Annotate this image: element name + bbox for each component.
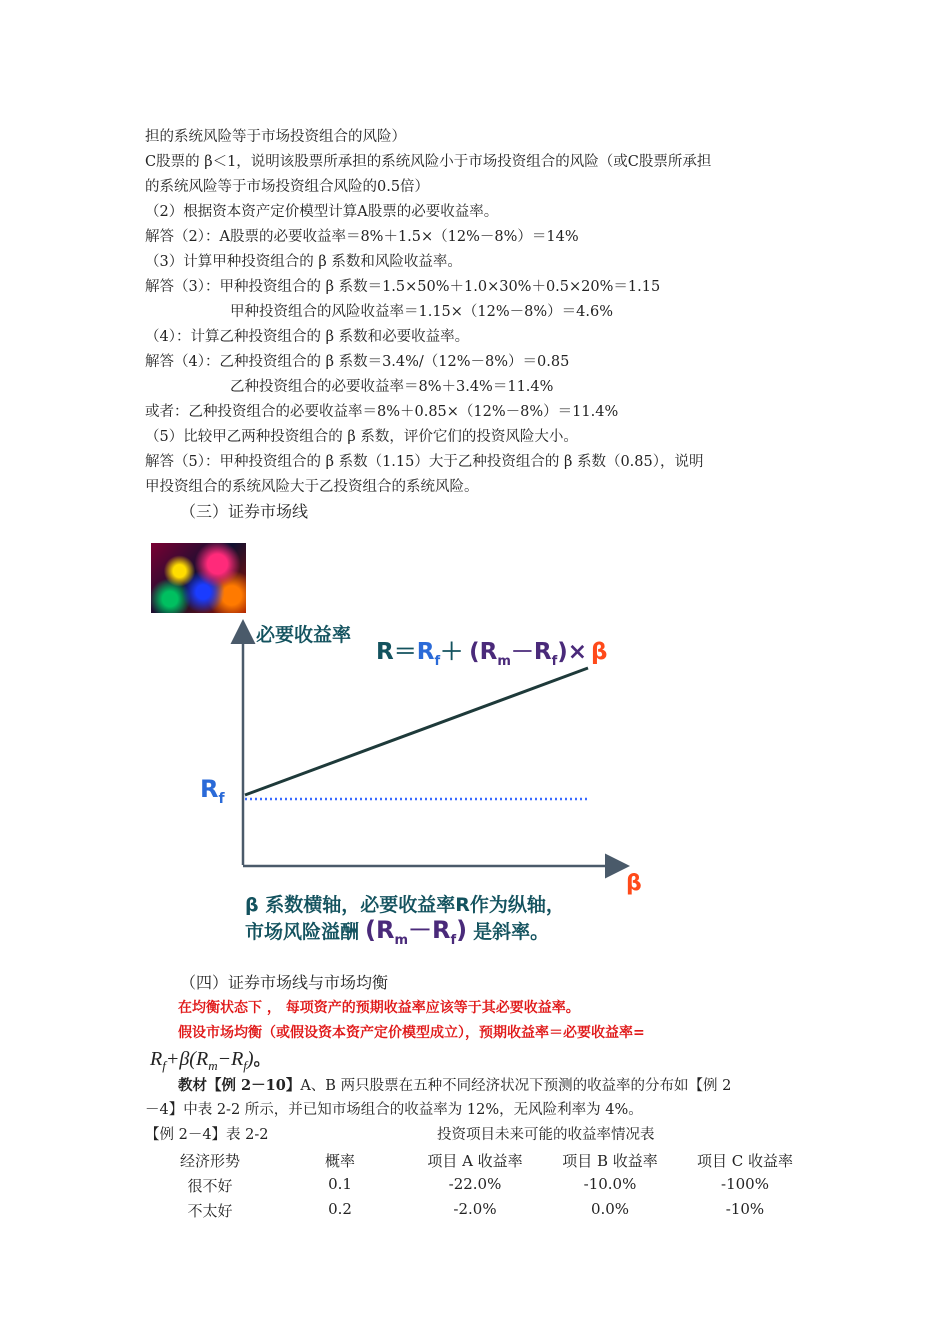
chart-caption-line1: β 系数横轴，必要收益率R作为纵轴， xyxy=(245,894,565,916)
table-cell: -100% xyxy=(721,1175,769,1193)
section-heading-4: （四）证券市场线与市场均衡 xyxy=(180,973,389,992)
table-header: 经济形势 xyxy=(179,1152,240,1170)
table-cell: 很不好 xyxy=(187,1177,233,1195)
chart-svg xyxy=(190,615,650,955)
x-axis-label: β xyxy=(626,871,642,896)
table-header: 项目 C 收益率 xyxy=(696,1152,793,1170)
text-line: （2）根据资本资产定价模型计算A股票的必要收益率。 xyxy=(145,204,499,220)
security-market-line xyxy=(245,668,588,795)
text-line: （3）计算甲种投资组合的 β 系数和风险收益率。 xyxy=(145,254,462,270)
capm-formula: $R_f+\beta(R_m-R_f)$。 xyxy=(150,1048,271,1073)
text-line: 甲种投资组合的风险收益率＝1.15×（12%－8%）＝4.6% xyxy=(230,304,614,320)
text-line: 或者：乙种投资组合的必要收益率＝8%＋0.85×（12%－8%）＝11.4% xyxy=(145,404,619,420)
text-line: 解答（3）：甲种投资组合的 β 系数＝1.5×50%＋1.0×30%＋0.5×20%＝1.15 xyxy=(145,279,661,295)
table-ref: 【例 2－4】表 2-2 xyxy=(145,1127,269,1143)
security-market-line-chart xyxy=(190,615,650,955)
risk-free-label: $R_f$ xyxy=(200,775,225,807)
text-line: （5）比较甲乙两种投资组合的 β 系数，评价它们的投资风险大小。 xyxy=(145,429,578,445)
equilibrium-assumption: 假设市场均衡（或假设资本资产定价模型成立），预期收益率＝必要收益率= xyxy=(178,1025,645,1041)
text-line: 解答（2）：A股票的必要收益率＝8%＋1.5×（12%－8%）＝14% xyxy=(145,229,579,245)
example-line1: 教材【例 2－10】A、B 两只股票在五种不同经济状况下预测的收益率的分布如【例 2 xyxy=(178,1077,732,1094)
equation: $R=R_f+ (R_m-R_f)\times \beta$ xyxy=(376,639,608,669)
text-line: 甲投资组合的系统风险大于乙投资组合的系统风险。 xyxy=(145,479,479,495)
y-axis-label: 必要收益率 xyxy=(256,624,352,646)
table-header: 概率 xyxy=(324,1152,355,1170)
decorative-image xyxy=(151,543,246,613)
table-cell: 不太好 xyxy=(187,1202,233,1220)
text-line: 乙种投资组合的必要收益率＝8%＋3.4%＝11.4% xyxy=(230,379,554,395)
text-line: 担的系统风险等于市场投资组合的风险） xyxy=(145,129,406,145)
text-line: 的系统风险等于市场投资组合风险的0.5倍） xyxy=(145,179,430,195)
text-line: 解答（4）：乙种投资组合的 β 系数＝3.4%/（12%－8%）＝0.85 xyxy=(145,354,570,370)
text-line: C股票的 β＜1，说明该股票所承担的系统风险小于市场投资组合的风险（或C股票所承担 xyxy=(145,154,712,170)
table-cell: 0.1 xyxy=(328,1175,352,1193)
chart-caption-line2: 市场风险溢酬 $(R_m-R_f)$ 是斜率。 xyxy=(245,916,550,948)
table-cell: -2.0% xyxy=(453,1200,497,1218)
text-line: 解答（5）：甲种投资组合的 β 系数（1.15）大于乙种投资组合的 β 系数（0.85），说明 xyxy=(145,454,704,470)
table-title: 投资项目未来可能的收益率情况表 xyxy=(437,1127,655,1143)
table-cell: -10.0% xyxy=(583,1175,637,1193)
table-cell: -22.0% xyxy=(448,1175,502,1193)
table-cell: 0.0% xyxy=(590,1200,630,1218)
table-cell: 0.2 xyxy=(328,1200,352,1218)
section-heading-3: （三）证券市场线 xyxy=(180,502,309,521)
table-header: 项目 B 收益率 xyxy=(562,1152,658,1170)
text-line: （4）：计算乙种投资组合的 β 系数和必要收益率。 xyxy=(145,329,470,345)
example-line2: －4】中表 2-2 所示，并已知市场组合的收益率为 12%，无风险利率为 4%。 xyxy=(145,1102,643,1118)
equilibrium-note: 在均衡状态下 ， 每项资产的预期收益率应该等于其必要收益率。 xyxy=(178,1000,580,1016)
table-cell: -10% xyxy=(725,1200,765,1218)
table-header: 项目 A 收益率 xyxy=(427,1152,523,1170)
